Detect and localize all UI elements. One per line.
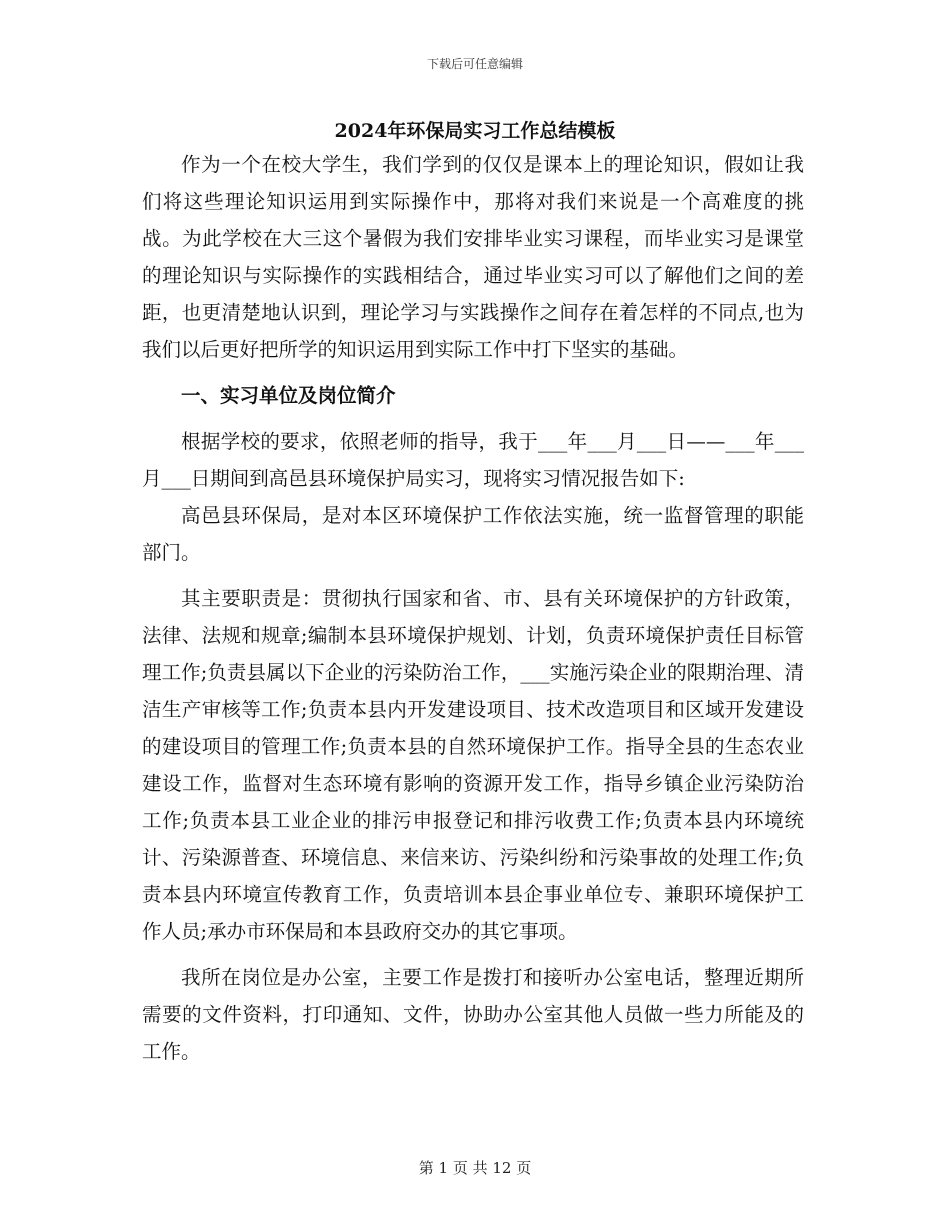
paragraph-internship-period: 根据学校的要求，依照老师的指导，我于___年___月___日——___年___月___日期间到高邑县环境保护局实习，现将实习情况报告如下: bbox=[142, 430, 804, 490]
header-note: 下载后可任意编辑 bbox=[426, 57, 523, 71]
section-heading-1: 一、实习单位及岗位简介 bbox=[181, 384, 396, 407]
paragraph-intro: 作为一个在校大学生，我们学到的仅仅是课本上的理论知识，假如让我们将这些理论知识运用到实际操作中，那将对我们来说是一个高难度的挑战。为此学校在大三这个暑假为我们安排毕业实习课程，而毕业实习是课堂的理论知识与实际操作的实践相结合，通过毕业实习可以了解他们之间的差距，也更清楚地认识到，理论学习与实践操作之间存在着怎样的不同点,也为我们以后更好把所学的知识运用到实际工作中打下坚实的基础。 bbox=[142, 153, 804, 361]
paragraph-bureau-intro: 高邑县环保局，是对本区环境保护工作依法实施，统一监督管理的职能部门。 bbox=[142, 504, 804, 564]
paragraph-my-position: 我所在岗位是办公室，主要工作是拨打和接听办公室电话，整理近期所需要的文件资料，打印通知、文件，协助办公室其他人员做一些力所能及的工作。 bbox=[142, 966, 804, 1063]
page-number: 第 1 页 共 12 页 bbox=[418, 1159, 532, 1177]
document-title: 2024年环保局实习工作总结模板 bbox=[334, 120, 616, 142]
paragraph-main-duties: 其主要职责是：贯彻执行国家和省、市、县有关环境保护的方针政策，法律、法规和规章;编制本县环境保护规划、计划，负责环境保护责任目标管理工作;负责县属以下企业的污染防治工作，___实施污染企业的限期治理、清洁生产审核等工作;负责本县内开发建设项目、技术改造项目和区域开发建设的建设项目的管理工作;负责本县的自然环境保护工作。指导全县的生态农业建设工作，监督对生态环境有影响的资源开发工作，指导乡镇企业污染防治工作;负责本县工业企业的排污申报登记和排污收费工作;负责本县内环境统计、污染源普查、环境信息、来信来访、污染纠纷和污染事故的处理工作;负责本县内环境宣传教育工作，负责培训本县企事业单位专、兼职环境保护工作人员;承办市环保局和本县政府交办的其它事项。 bbox=[142, 587, 804, 943]
document-body bbox=[142, 146, 804, 1070]
